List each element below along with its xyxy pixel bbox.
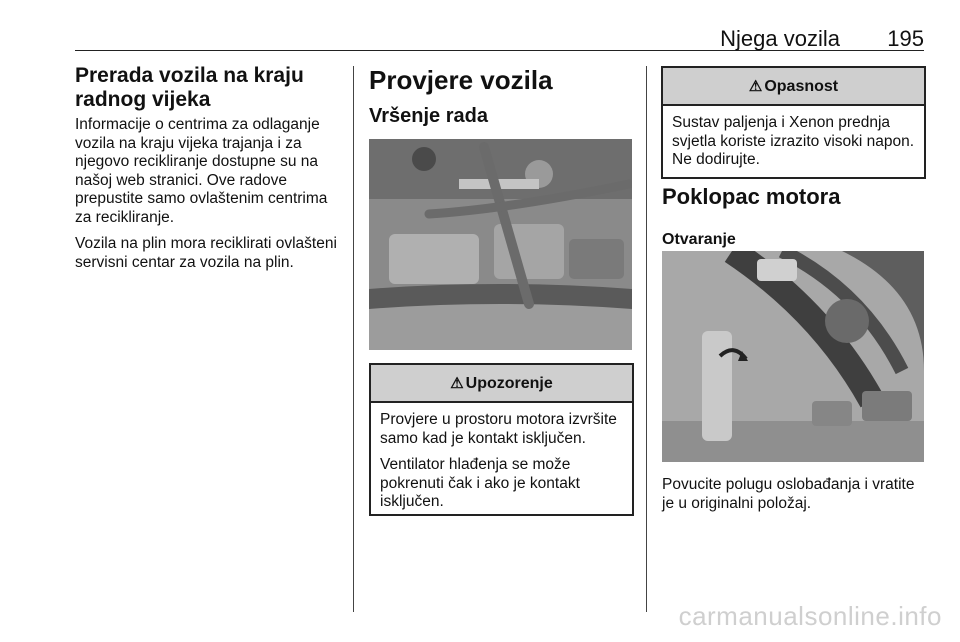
hood-caption: Povucite polugu oslobađanja i vratite je u originalni položaj. — [662, 476, 915, 512]
column-divider — [646, 66, 647, 612]
middle-column — [369, 64, 635, 128]
right-column — [662, 184, 924, 250]
warning-text-2: Ventilator hlađenja se može pokrenuti čak i ako je kontakt isključen. — [380, 456, 580, 510]
hood-heading: Poklopac motora — [662, 184, 841, 209]
warning-triangle-icon: ⚠ — [450, 375, 464, 392]
opening-heading: Otvaranje — [662, 231, 736, 248]
column-divider — [353, 66, 354, 612]
warning-text-1: Provjere u prostoru motora izvršite samo kad je kontakt isključen. — [380, 411, 617, 447]
recycling-heading: Prerada vozila na kraju radnog vijeka — [75, 64, 304, 111]
danger-header — [663, 68, 924, 106]
recycling-paragraph-2: Vozila na plin mora reciklirati ovlašteni servisni centar za vozila na plin. — [75, 235, 337, 271]
page-header — [75, 26, 924, 51]
warning-header — [371, 365, 632, 403]
section-title: Njega vozila — [720, 26, 840, 51]
watermark: carmanualsonline.info — [678, 601, 942, 631]
recycling-paragraph-1: Informacije o centrima za odlaganje vozila na kraju vijeka trajanja i za njegovo recikliranje dostupne su na našoj web stranici. Ove radove prepustite samo ovlaštenim centrima za recikliranje. — [75, 116, 328, 226]
danger-title: Opasnost — [764, 78, 839, 95]
vehicle-checks-heading: Provjere vozila — [369, 65, 553, 95]
left-column — [75, 64, 341, 272]
danger-box — [661, 66, 926, 179]
performing-work-heading: Vršenje rada — [369, 105, 488, 127]
warning-title: Upozorenje — [465, 375, 553, 392]
warning-box — [369, 363, 634, 516]
page-number: 195 — [887, 26, 924, 51]
hood-release-photo — [662, 251, 924, 462]
engine-bay-photo — [369, 139, 632, 350]
danger-text: Sustav paljenja i Xenon prednja svjetla koriste izrazito visoki napon. Ne dodirujte. — [672, 114, 915, 168]
danger-triangle-icon: ⚠ — [748, 78, 763, 95]
